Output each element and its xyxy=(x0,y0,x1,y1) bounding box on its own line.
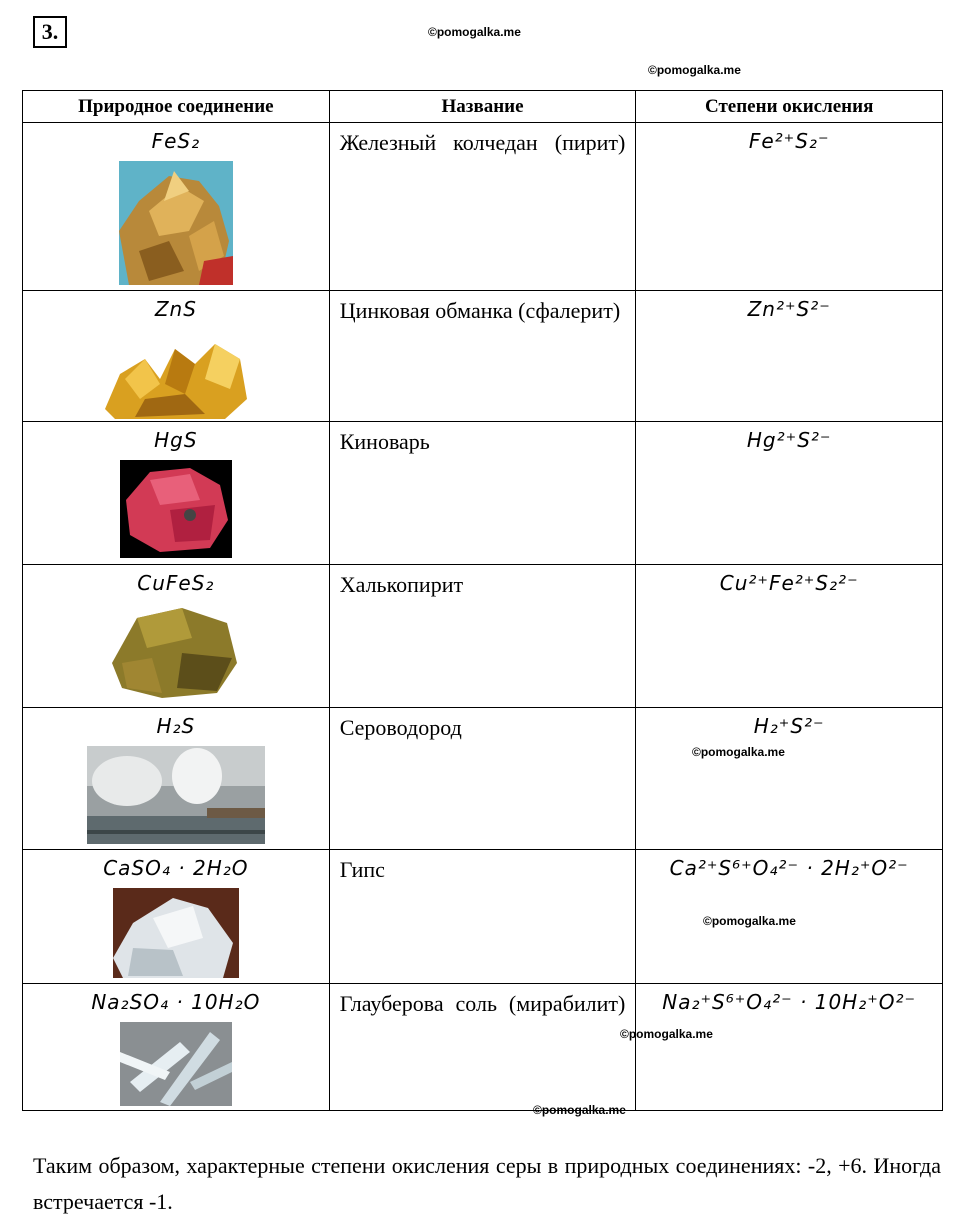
cinnabar-photo xyxy=(120,460,232,558)
compound-formula: CaSO₄ · 2H₂O xyxy=(103,856,249,880)
compounds-table xyxy=(22,90,943,1111)
table-row xyxy=(23,422,943,565)
pyrite-photo xyxy=(119,161,233,285)
gypsum-photo xyxy=(113,888,239,978)
watermark: ©pomogalka.me xyxy=(648,63,741,77)
compound-name: Цинковая обманка (сфалерит) xyxy=(339,298,621,323)
table-row xyxy=(23,708,943,850)
oxidation-states: Na₂⁺S⁶⁺O₄²⁻ · 10H₂⁺O²⁻ xyxy=(662,990,917,1014)
watermark: ©pomogalka.me xyxy=(703,914,796,928)
table-row xyxy=(23,850,943,984)
oxidation-states: Zn²⁺S²⁻ xyxy=(747,297,831,321)
compound-name: Халькопирит xyxy=(339,572,464,597)
oxidation-states: Cu²⁺Fe²⁺S₂²⁻ xyxy=(719,571,859,595)
header-name: Название xyxy=(329,91,636,123)
compound-formula: CuFeS₂ xyxy=(137,571,215,595)
watermark: ©pomogalka.me xyxy=(428,25,521,39)
oxidation-states: Ca²⁺S⁶⁺O₄²⁻ · 2H₂⁺O²⁻ xyxy=(669,856,909,880)
compound-name: Киноварь xyxy=(339,429,430,454)
watermark: ©pomogalka.me xyxy=(692,745,785,759)
table-row xyxy=(23,291,943,422)
compound-formula: Na₂SO₄ · 10H₂O xyxy=(91,990,261,1014)
compound-name: Гипс xyxy=(339,857,385,882)
oxidation-states: H₂⁺S²⁻ xyxy=(753,714,825,738)
header-compound: Природное соединение xyxy=(23,91,330,123)
task-number: 3. xyxy=(33,16,67,48)
hot-spring-photo xyxy=(87,746,265,844)
conclusion-text: Таким образом, характерные степени окисления серы в природных соединениях: -2, +6. Иногда встречается -1. xyxy=(33,1153,941,1214)
compound-formula: HgS xyxy=(154,428,198,452)
sphalerite-photo xyxy=(105,329,247,419)
compound-formula: ZnS xyxy=(154,297,197,321)
chalcopyrite-photo xyxy=(112,603,240,699)
table-row xyxy=(23,565,943,708)
oxidation-states: Fe²⁺S₂⁻ xyxy=(748,129,830,153)
table-header-row xyxy=(23,91,943,123)
oxidation-states: Hg²⁺S²⁻ xyxy=(746,428,832,452)
compound-name: Железный колчедан (пирит) xyxy=(339,130,626,155)
mirabilite-photo xyxy=(120,1022,232,1106)
watermark: ©pomogalka.me xyxy=(620,1027,713,1041)
compound-name: Сероводород xyxy=(339,715,462,740)
compound-formula: FeS₂ xyxy=(151,129,201,153)
compound-formula: H₂S xyxy=(156,714,196,738)
watermark: ©pomogalka.me xyxy=(533,1103,626,1117)
table-row xyxy=(23,123,943,291)
header-oxidation: Степени окисления xyxy=(636,91,943,123)
table-row xyxy=(23,984,943,1111)
compound-name: Глауберова соль (мирабилит) xyxy=(339,991,626,1016)
